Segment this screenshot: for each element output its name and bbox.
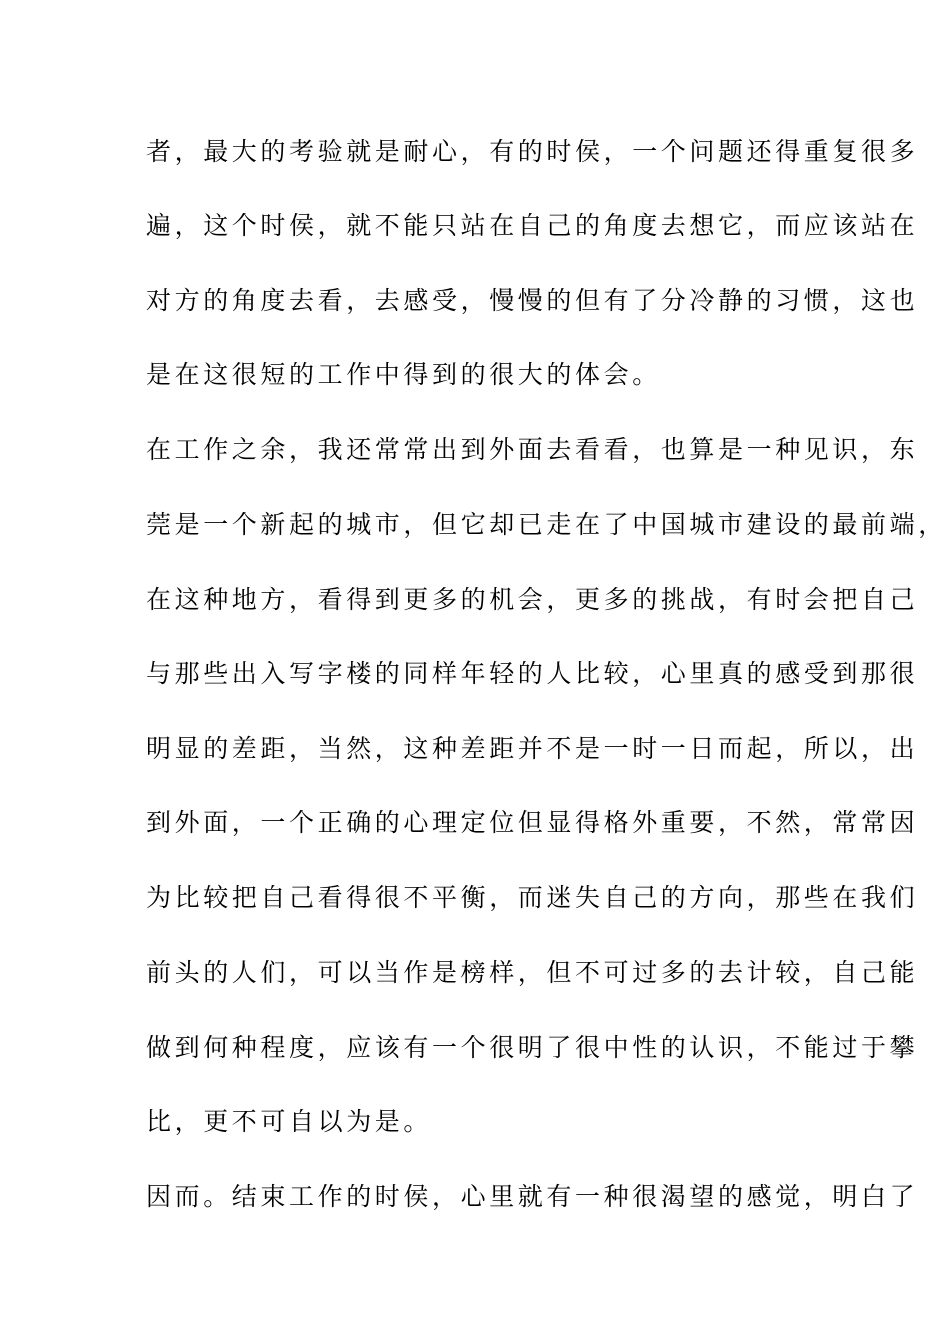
text-line: 比，更不可自以为是。: [146, 1107, 433, 1136]
text-line: 遍，这个时侯，就不能只站在自己的角度去想它，而应该站在: [146, 211, 919, 240]
text-line: 明显的差距，当然，这种差距并不是一时一日而起，所以，出: [146, 734, 919, 763]
text-line: 在这种地方，看得到更多的机会，更多的挑战，有时会把自己: [146, 585, 919, 614]
text-line: 因而。结束工作的时侯，心里就有一种很渴望的感觉，明白了: [146, 1182, 919, 1211]
text-line: 前头的人们，可以当作是榜样，但不可过多的去计较，自己能: [146, 958, 919, 987]
text-line: 到外面，一个正确的心理定位但显得格外重要，不然，常常因: [146, 808, 919, 837]
text-line: 为比较把自己看得很不平衡，而迷失自己的方向，那些在我们: [146, 883, 919, 912]
text-line: 者，最大的考验就是耐心，有的时侯，一个问题还得重复很多: [146, 137, 919, 166]
text-line: 在工作之余，我还常常出到外面去看看，也算是一种见识，东: [146, 435, 919, 464]
text-line: 是在这很短的工作中得到的很大的体会。: [146, 360, 661, 389]
text-line: 与那些出入写字楼的同样年轻的人比较，心里真的感受到那很: [146, 659, 919, 688]
text-line: 做到何种程度，应该有一个很明了很中性的认识，不能过于攀: [146, 1033, 919, 1062]
text-line: 对方的角度去看，去感受，慢慢的但有了分冷静的习惯，这也: [146, 286, 919, 315]
text-line: 莞是一个新起的城市，但它却已走在了中国城市建设的最前端，: [146, 510, 947, 539]
